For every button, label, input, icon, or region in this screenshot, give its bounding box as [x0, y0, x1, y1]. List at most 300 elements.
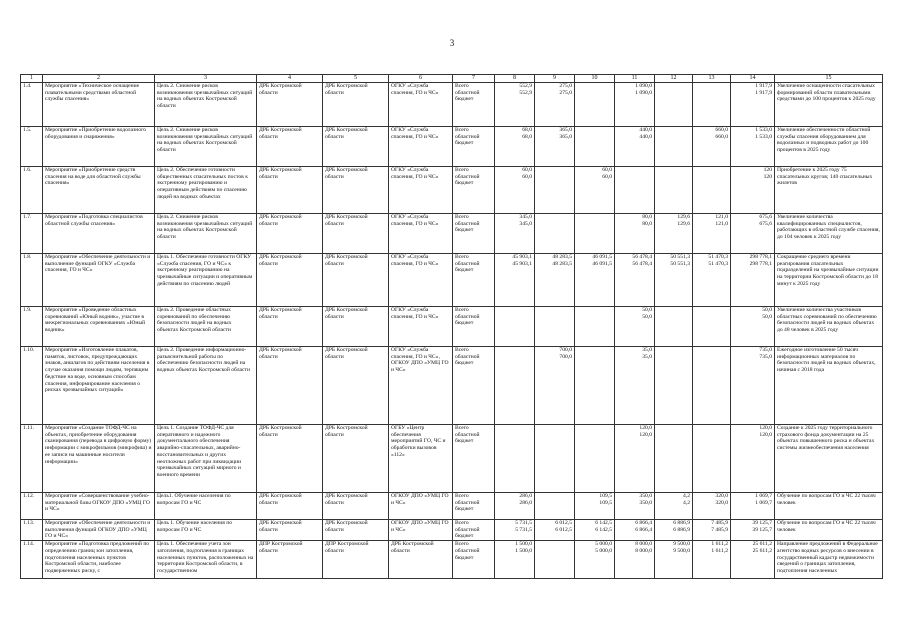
goal-cell: Цель 2. Снижение рисков возникновения чрезвычайных ситуаций на водных объектах Костромской области	[155, 214, 257, 254]
amount-cell	[535, 214, 575, 254]
amount-cell-line: 50 551,3	[670, 254, 690, 260]
amount-cell	[693, 520, 731, 541]
amount-cell	[575, 254, 615, 307]
amount-cell-line: 6 886,9	[673, 526, 690, 533]
amount-cell	[535, 83, 575, 127]
executor-cell: ДРБ Костромской области	[257, 214, 323, 254]
amount-cell-line: 120,0	[639, 425, 652, 431]
row-number: 1.4.	[21, 83, 43, 127]
amount-cell-line: 68,0	[522, 127, 532, 133]
amount-cell-line: 51 470,3	[708, 260, 728, 267]
executor-cell: ДПР Костромской области	[257, 541, 323, 579]
funding-source-cell	[453, 214, 495, 254]
amount-cell-line: 6 142,5	[595, 520, 612, 526]
amount-cell-line: 121,0	[715, 214, 728, 220]
recipient-cell: ОГКУ «Служба спасения, ГО и ЧС», ОГКОУ ДПО «УМЦ ГО и ЧС»	[389, 347, 453, 425]
amount-cell	[535, 520, 575, 541]
amount-cell-line: 275,0	[559, 89, 572, 96]
amount-cell-line: 109,5	[599, 499, 612, 506]
amount-cell-line: 350,0	[639, 499, 652, 506]
amount-cell	[575, 520, 615, 541]
table-row	[21, 254, 883, 307]
funding-source-line: областной бюджет	[455, 260, 480, 274]
amount-cell-line: 350,0	[639, 493, 652, 499]
amount-cell-line: 9 500,0	[673, 541, 690, 548]
amount-cell	[495, 520, 535, 541]
recipient-cell: ОГКУ «Служба спасения, ГО и ЧС»	[389, 307, 453, 347]
goal-cell: Цель 1. Обучение населения по вопросам ГО и ЧС	[155, 520, 257, 541]
amount-cell	[693, 167, 731, 214]
amount-cell-line: 48 283,5	[552, 260, 572, 267]
row-number: 1.11.	[21, 425, 43, 493]
goal-cell: Цель 2. Снижение рисков возникновения чрезвычайных ситуаций на водных объектах Костромской области	[155, 127, 257, 167]
amount-cell	[535, 167, 575, 214]
amount-cell-line: 1 500,0	[515, 547, 532, 554]
funding-source-cell	[453, 307, 495, 347]
amount-cell	[731, 307, 775, 347]
result-cell: Направление предложений в Федеральное агентство водных ресурсов о внесении в государственный кадастр недвижимости сведений о границах затопления, подтопления населенных	[775, 541, 883, 579]
amount-cell	[575, 127, 615, 167]
funding-source-line: областной бюджет	[455, 133, 480, 147]
header-cell: 7	[453, 75, 495, 83]
amount-cell	[655, 520, 693, 541]
amount-cell-line: 35,0	[642, 347, 652, 353]
amount-cell-line: 345,0	[519, 214, 532, 220]
amount-cell-line: 365,0	[559, 133, 572, 140]
goal-cell: Цель 1. Обеспечение учета зон затопления, подтопления в границах населенных пунктов, расположенных на территории Костромской области, в государственном	[155, 541, 257, 579]
executor-cell: ДРБ Костромской области	[257, 493, 323, 520]
amount-cell-line: 1 533,0	[755, 133, 772, 140]
header-cell: 12	[655, 75, 693, 83]
row-number: 1.6.	[21, 167, 43, 214]
amount-cell-line: 46 091,5	[592, 254, 612, 260]
funding-source-line: областной бюджет	[455, 526, 480, 540]
funding-source-line: Всего	[455, 127, 469, 133]
activity-cell: Мероприятие «Подготовка предложений по определению границ зон затопления, подтопления населенных пунктов Костромской области, наиболее подверженных риску, с	[43, 541, 155, 579]
funding-source-line: областной бюджет	[455, 353, 480, 367]
funding-source-line: Всего	[455, 254, 469, 260]
amount-cell-line: 121,0	[715, 220, 728, 227]
goal-cell: Цель 2. Снижение рисков возникновения чрезвычайных ситуаций на водных объектах Костромской области	[155, 83, 257, 127]
funding-source-line: областной бюджет	[455, 431, 480, 445]
amount-cell-line: 46 091,5	[592, 260, 612, 267]
amount-cell	[495, 541, 535, 579]
amount-cell-line: 6 012,5	[555, 520, 572, 526]
funding-source-line: Всего	[455, 347, 469, 353]
funding-source-cell	[453, 347, 495, 425]
amount-cell-line: 5 731,5	[515, 526, 532, 533]
result-cell: Увеличение обеспеченности областной службы спасения оборудованием для водолазных и подводных работ до 100 процентов в 2025 году	[775, 127, 883, 167]
amount-cell	[655, 167, 693, 214]
customer-cell: ДРБ Костромской области	[323, 347, 389, 425]
amount-cell	[615, 167, 655, 214]
amount-cell-line: 320,0	[715, 493, 728, 499]
amount-cell	[615, 347, 655, 425]
table-row	[21, 541, 883, 579]
amount-cell-line: 552,9	[519, 89, 532, 96]
amount-cell	[693, 254, 731, 307]
funding-source-line: Всего	[455, 425, 469, 431]
amount-cell	[575, 83, 615, 127]
activity-cell: Мероприятие «Приобретение средств спасения на воде для областной службы спасения»	[43, 167, 155, 214]
table-row	[21, 493, 883, 520]
amount-cell	[535, 307, 575, 347]
recipient-cell: ОГКУ «Служба спасения, ГО и ЧС»	[389, 83, 453, 127]
executor-cell: ДРБ Костромской области	[257, 167, 323, 214]
result-cell: Увеличение количества участников областных соревнований по обеспечению безопасности людей на водных объектах до 48 человек в 2025 году	[775, 307, 883, 347]
amount-cell	[731, 520, 775, 541]
amount-cell	[731, 127, 775, 167]
header-cell: 5	[323, 75, 389, 83]
amount-cell	[495, 167, 535, 214]
amount-cell-line: 286,0	[519, 499, 532, 506]
funding-source-line: Всего	[455, 307, 469, 313]
header-cell: 10	[575, 75, 615, 83]
amount-cell-line: 48 283,5	[552, 254, 572, 260]
activity-cell: Мероприятие «Совершенствование учебно-материальной базы ОГКОУ ДПО «УМЦ ГО и ЧС»	[43, 493, 155, 520]
amount-cell	[731, 347, 775, 425]
header-row	[21, 75, 883, 83]
funding-source-line: Всего	[455, 520, 469, 526]
executor-cell: ДРБ Костромской области	[257, 254, 323, 307]
result-cell: Приобретение к 2025 году 75 спасательных кругов; 140 спасательных жилетов	[775, 167, 883, 214]
amount-cell-line: 8 000,0	[635, 547, 652, 554]
amount-cell	[535, 541, 575, 579]
header-cell: 8	[495, 75, 535, 83]
amount-cell-line: 120,0	[639, 431, 652, 438]
funding-source-line: областной бюджет	[455, 313, 480, 327]
header-cell: 15	[775, 75, 883, 83]
customer-cell: ДРБ Костромской области	[323, 167, 389, 214]
funding-source-cell	[453, 541, 495, 579]
amount-cell-line: 1 069,7	[755, 499, 772, 506]
funding-source-line: Всего	[455, 541, 469, 548]
amount-cell	[693, 83, 731, 127]
amount-cell-line: 4,2	[683, 499, 690, 506]
funding-source-cell	[453, 493, 495, 520]
header-cell: 1	[21, 75, 43, 83]
amount-cell	[731, 214, 775, 254]
amount-cell-line: 6 866,4	[635, 520, 652, 526]
amount-cell-line: 440,0	[639, 127, 652, 133]
funding-source-cell	[453, 167, 495, 214]
amount-cell-line: 735,0	[759, 347, 772, 353]
header-cell: 3	[155, 75, 257, 83]
amount-cell-line: 120,0	[759, 431, 772, 438]
recipient-cell: ОГКУ «Служба спасения, ГО и ЧС»	[389, 214, 453, 254]
amount-cell	[615, 493, 655, 520]
table-row	[21, 167, 883, 214]
amount-cell-line: 39 125,7	[752, 526, 772, 533]
amount-cell	[535, 425, 575, 493]
amount-cell	[615, 127, 655, 167]
row-number: 1.13.	[21, 520, 43, 541]
goal-cell: Цель 2. Проведение областных соревнований по обеспечению безопасности людей на водных объектах Костромской области	[155, 307, 257, 347]
result-cell: Обучение по вопросам ГО и ЧС 22 тысяч человек	[775, 520, 883, 541]
amount-cell-line: 700,0	[559, 353, 572, 360]
row-number: 1.14.	[21, 541, 43, 579]
amount-cell	[655, 214, 693, 254]
table-row	[21, 520, 883, 541]
row-number: 1.9.	[21, 307, 43, 347]
amount-cell-line: 7 485,9	[711, 520, 728, 526]
amount-cell	[535, 493, 575, 520]
result-cell: Создание к 2025 году территориального страхового фонда документации на 25 объектах повышенного риска и объектах системы жизнеобеспечения населения	[775, 425, 883, 493]
amount-cell	[655, 493, 693, 520]
amount-cell	[615, 541, 655, 579]
header-cell: 2	[43, 75, 155, 83]
funding-source-line: областной бюджет	[455, 499, 480, 513]
goal-cell: Цель 1. Обеспечение готовности ОГКУ «Служба спасения, ГО и ЧС» к экстренному реагированию на чрезвычайные ситуации и оперативным действиям по спасению людей	[155, 254, 257, 307]
funding-source-cell	[453, 83, 495, 127]
goal-cell: Цель1. Обучение населения по вопросам ГО и ЧС	[155, 493, 257, 520]
funding-source-line: Всего	[455, 167, 469, 173]
executor-cell: ДРБ Костромской области	[257, 83, 323, 127]
amount-cell-line: 129,6	[677, 214, 690, 220]
amount-cell-line: 1 917,9	[755, 83, 772, 89]
amount-cell	[655, 254, 693, 307]
executor-cell: ДРБ Костромской области	[257, 307, 323, 347]
amount-cell-line: 1 090,0	[635, 89, 652, 96]
amount-cell	[731, 83, 775, 127]
amount-cell	[495, 214, 535, 254]
amount-cell	[731, 254, 775, 307]
amount-cell	[615, 520, 655, 541]
amount-cell-line: 4,2	[683, 493, 690, 499]
amount-cell	[575, 347, 615, 425]
amount-cell-line: 700,0	[559, 347, 572, 353]
amount-cell	[655, 127, 693, 167]
customer-cell: ДРБ Костромской области	[323, 254, 389, 307]
amount-cell-line: 675,6	[759, 220, 772, 227]
amount-cell	[615, 83, 655, 127]
amount-cell	[693, 347, 731, 425]
amount-cell-line: 7 485,9	[711, 526, 728, 533]
amount-cell-line: 1 611,2	[711, 541, 728, 548]
amount-cell	[495, 127, 535, 167]
amount-cell-line: 735,0	[759, 353, 772, 360]
funding-source-line: областной бюджет	[455, 89, 480, 103]
amount-cell-line: 50,0	[762, 313, 772, 320]
amount-cell	[575, 541, 615, 579]
customer-cell: ДРБ Костромской области	[323, 425, 389, 493]
amount-cell-line: 129,6	[677, 220, 690, 227]
activity-cell: Мероприятие «Обеспечение деятельности и выполнение функций ОГКУ «Служба спасения, ГО и ЧС»	[43, 254, 155, 307]
customer-cell: ДРБ Костромской области	[323, 307, 389, 347]
amount-cell-line: 51 470,3	[708, 254, 728, 260]
amount-cell-line: 440,0	[639, 133, 652, 140]
recipient-cell: ОГКУ «Служба спасения, ГО и ЧС»	[389, 167, 453, 214]
amount-cell	[731, 425, 775, 493]
header-cell: 14	[731, 75, 775, 83]
result-cell: Увеличение количества квалифицированных специалистов, работающих в областной службе спасения, до 104 человек к 2025 году	[775, 214, 883, 254]
amount-cell-line: 6 142,5	[595, 526, 612, 533]
amount-cell-line: 25 611,2	[752, 547, 772, 554]
amount-cell	[655, 425, 693, 493]
amount-cell-line: 80,0	[642, 220, 652, 227]
row-number: 1.7.	[21, 214, 43, 254]
amount-cell-line: 660,0	[715, 127, 728, 133]
header-cell: 11	[615, 75, 655, 83]
amount-cell-line: 9 500,0	[673, 547, 690, 554]
funding-source-line: областной бюджет	[455, 173, 480, 187]
row-number: 1.10.	[21, 347, 43, 425]
funding-source-cell	[453, 425, 495, 493]
amount-cell-line: 8 000,0	[635, 541, 652, 548]
goal-cell: Цель 1. Создание ТОФД-ЧС для оперативного и надежного документального обеспечения аварийно-спасательных, аварийно-восстановительных и других неотложных работ при ликвидации чрезвычайных ситуаций мирного и военного времени	[155, 425, 257, 493]
funding-source-cell	[453, 254, 495, 307]
header-cell: 6	[389, 75, 453, 83]
customer-cell: ДПР Костромской области	[323, 541, 389, 579]
row-number: 1.8.	[21, 254, 43, 307]
amount-cell-line: 6 886,9	[673, 520, 690, 526]
amount-cell-line: 5 000,0	[595, 547, 612, 554]
amount-cell-line: 120	[763, 167, 772, 173]
recipient-cell: ОГБУ «Центр обеспечения мероприятий ГО, ЧС и обработки вызовов «112»	[389, 425, 453, 493]
recipient-cell: ОГКУ «Служба спасения, ГО и ЧС»	[389, 127, 453, 167]
amount-cell-line: 5 731,5	[515, 520, 532, 526]
page-number: 3	[449, 38, 455, 48]
amount-cell-line: 56 478,4	[632, 260, 652, 267]
amount-cell-line: 5 000,0	[595, 541, 612, 548]
amount-cell-line: 60,0	[522, 173, 532, 180]
funding-source-line: областной бюджет	[455, 220, 480, 234]
amount-cell-line: 660,0	[715, 133, 728, 140]
header-cell: 4	[257, 75, 323, 83]
amount-cell	[495, 83, 535, 127]
amount-cell-line: 80,0	[642, 214, 652, 220]
header-cell: 9	[535, 75, 575, 83]
amount-cell-line: 1 611,2	[711, 547, 728, 554]
amount-cell-line: 675,6	[759, 214, 772, 220]
amount-cell	[535, 347, 575, 425]
amount-cell-line: 60,0	[602, 173, 612, 180]
executor-cell: ДРБ Костромской области	[257, 520, 323, 541]
amount-cell-line: 298 778,1	[749, 254, 772, 260]
amount-cell	[655, 307, 693, 347]
result-cell: Сокращение среднего времени реагирования спасательных подразделений на чрезвычайные ситуации на территории Костромской области до 18 минут к 2025 году	[775, 254, 883, 307]
result-cell: Обучение по вопросам ГО и ЧС 22 тысяч человек	[775, 493, 883, 520]
activity-cell: Мероприятие «Подготовка специалистов областной службы спасения»	[43, 214, 155, 254]
amount-cell-line: 25 611,2	[752, 541, 772, 548]
amount-cell	[655, 541, 693, 579]
amount-cell	[575, 214, 615, 254]
amount-cell-line: 68,0	[522, 133, 532, 140]
customer-cell: ДРБ Костромской области	[323, 83, 389, 127]
customer-cell: ДРБ Костромской области	[323, 520, 389, 541]
activity-cell: Мероприятие «Техническое оснащение плавательными средствами областной службы спасения»	[43, 83, 155, 127]
executor-cell: ДРБ Костромской области	[257, 347, 323, 425]
executor-cell: ДРБ Костромской области	[257, 425, 323, 493]
amount-cell	[535, 254, 575, 307]
result-cell: Ежегодное изготовление 50 тысяч информационных материалов по безопасности людей на водных объектах, начиная с 2018 года	[775, 347, 883, 425]
activity-cell: Мероприятие «Приобретение водолазного оборудования и снаряжения»	[43, 127, 155, 167]
amount-cell	[731, 541, 775, 579]
amount-cell-line: 1 533,0	[755, 127, 772, 133]
table-row	[21, 127, 883, 167]
table-row	[21, 214, 883, 254]
result-cell: Увеличение оснащенности спасательных формирований области плавательными средствами до 100 процентов к 2025 году	[775, 83, 883, 127]
amount-cell-line: 50,0	[642, 307, 652, 313]
amount-cell	[655, 83, 693, 127]
amount-cell	[693, 493, 731, 520]
amount-cell	[693, 127, 731, 167]
amount-cell	[495, 307, 535, 347]
amount-cell-line: 286,0	[519, 493, 532, 499]
amount-cell-line: 1 917,9	[755, 89, 772, 96]
amount-cell-line: 35,0	[642, 353, 652, 360]
amount-cell-line: 1 069,7	[755, 493, 772, 499]
amount-cell-line: 60,0	[522, 167, 532, 173]
goal-cell: Цель 2. Проведение информационно-разъяснительной работы по обеспечению безопасности людей на водных объектах Костромской области	[155, 347, 257, 425]
amount-cell	[655, 347, 693, 425]
amount-cell	[693, 214, 731, 254]
customer-cell: ДРБ Костромской области	[323, 214, 389, 254]
amount-cell	[615, 425, 655, 493]
amount-cell	[575, 425, 615, 493]
amount-cell-line: 6 012,5	[555, 526, 572, 533]
activity-cell: Мероприятие «Проведение областных соревнований «Юный водник», участие в межрегиональных соревнованиях «Юный водник»	[43, 307, 155, 347]
amount-cell	[575, 167, 615, 214]
funding-source-cell	[453, 127, 495, 167]
recipient-cell: ДРБ Костромской области	[389, 541, 453, 579]
funding-source-line: Всего	[455, 493, 469, 499]
amount-cell	[693, 425, 731, 493]
recipient-cell: ОГКУ «Служба спасения, ГО и ЧС»	[389, 254, 453, 307]
activity-cell: Мероприятие «Создание ТОФД-ЧС на объектах, приобретение оборудования сканирования (перевода в цифровую форму) информации с микрофильмов (микрофиш) и ее записи на машинные носители информации»	[43, 425, 155, 493]
amount-cell-line: 120,0	[759, 425, 772, 431]
amount-cell	[495, 493, 535, 520]
activity-cell: Мероприятие «Изготовление плакатов, памяток, листовок, предупреждающих знаков, аншлагов по действиям населения в случае оказания помощи людям, терпящим бедствие на воде, основным способам спасения, информирование населения о рисках чрезвычайных ситуаций»	[43, 347, 155, 425]
row-number: 1.5.	[21, 127, 43, 167]
amount-cell-line: 365,0	[559, 127, 572, 133]
amount-cell-line: 39 125,7	[752, 520, 772, 526]
amount-cell-line: 50,0	[642, 313, 652, 320]
amount-cell	[495, 425, 535, 493]
amount-cell-line: 50 551,3	[670, 260, 690, 267]
amount-cell-line: 56 478,4	[632, 254, 652, 260]
amount-cell	[575, 307, 615, 347]
amount-cell-line: 275,0	[559, 83, 572, 89]
amount-cell-line: 45 903,1	[512, 260, 532, 267]
amount-cell	[615, 214, 655, 254]
amount-cell-line: 6 866,4	[635, 526, 652, 533]
funding-source-line: Всего	[455, 83, 469, 89]
amount-cell	[731, 167, 775, 214]
table-row	[21, 347, 883, 425]
funding-source-cell	[453, 520, 495, 541]
amount-cell	[575, 493, 615, 520]
amount-cell-line: 1 500,0	[515, 541, 532, 548]
amount-cell-line: 60,0	[602, 167, 612, 173]
recipient-cell: ОГКОУ ДПО «УМЦ ГО и ЧС»	[389, 493, 453, 520]
table-row	[21, 425, 883, 493]
activity-cell: Мероприятие «Обеспечение деятельности и выполнения функций ОГКОУ ДПО «УМЦ ГО и ЧС»	[43, 520, 155, 541]
amount-cell-line: 109,5	[599, 493, 612, 499]
amount-cell-line: 320,0	[715, 499, 728, 506]
amount-cell	[693, 307, 731, 347]
program-table	[20, 74, 883, 579]
goal-cell: Цель 2. Обеспечение готовности общественных спасательных постов к экстренному реагированию и оперативным действиям по спасению людей на водных объектах	[155, 167, 257, 214]
amount-cell	[495, 254, 535, 307]
amount-cell	[495, 347, 535, 425]
amount-cell	[535, 127, 575, 167]
amount-cell	[693, 541, 731, 579]
amount-cell-line: 45 903,1	[512, 254, 532, 260]
header-cell: 13	[693, 75, 731, 83]
amount-cell-line: 552,9	[519, 83, 532, 89]
customer-cell: ДРБ Костромской области	[323, 127, 389, 167]
